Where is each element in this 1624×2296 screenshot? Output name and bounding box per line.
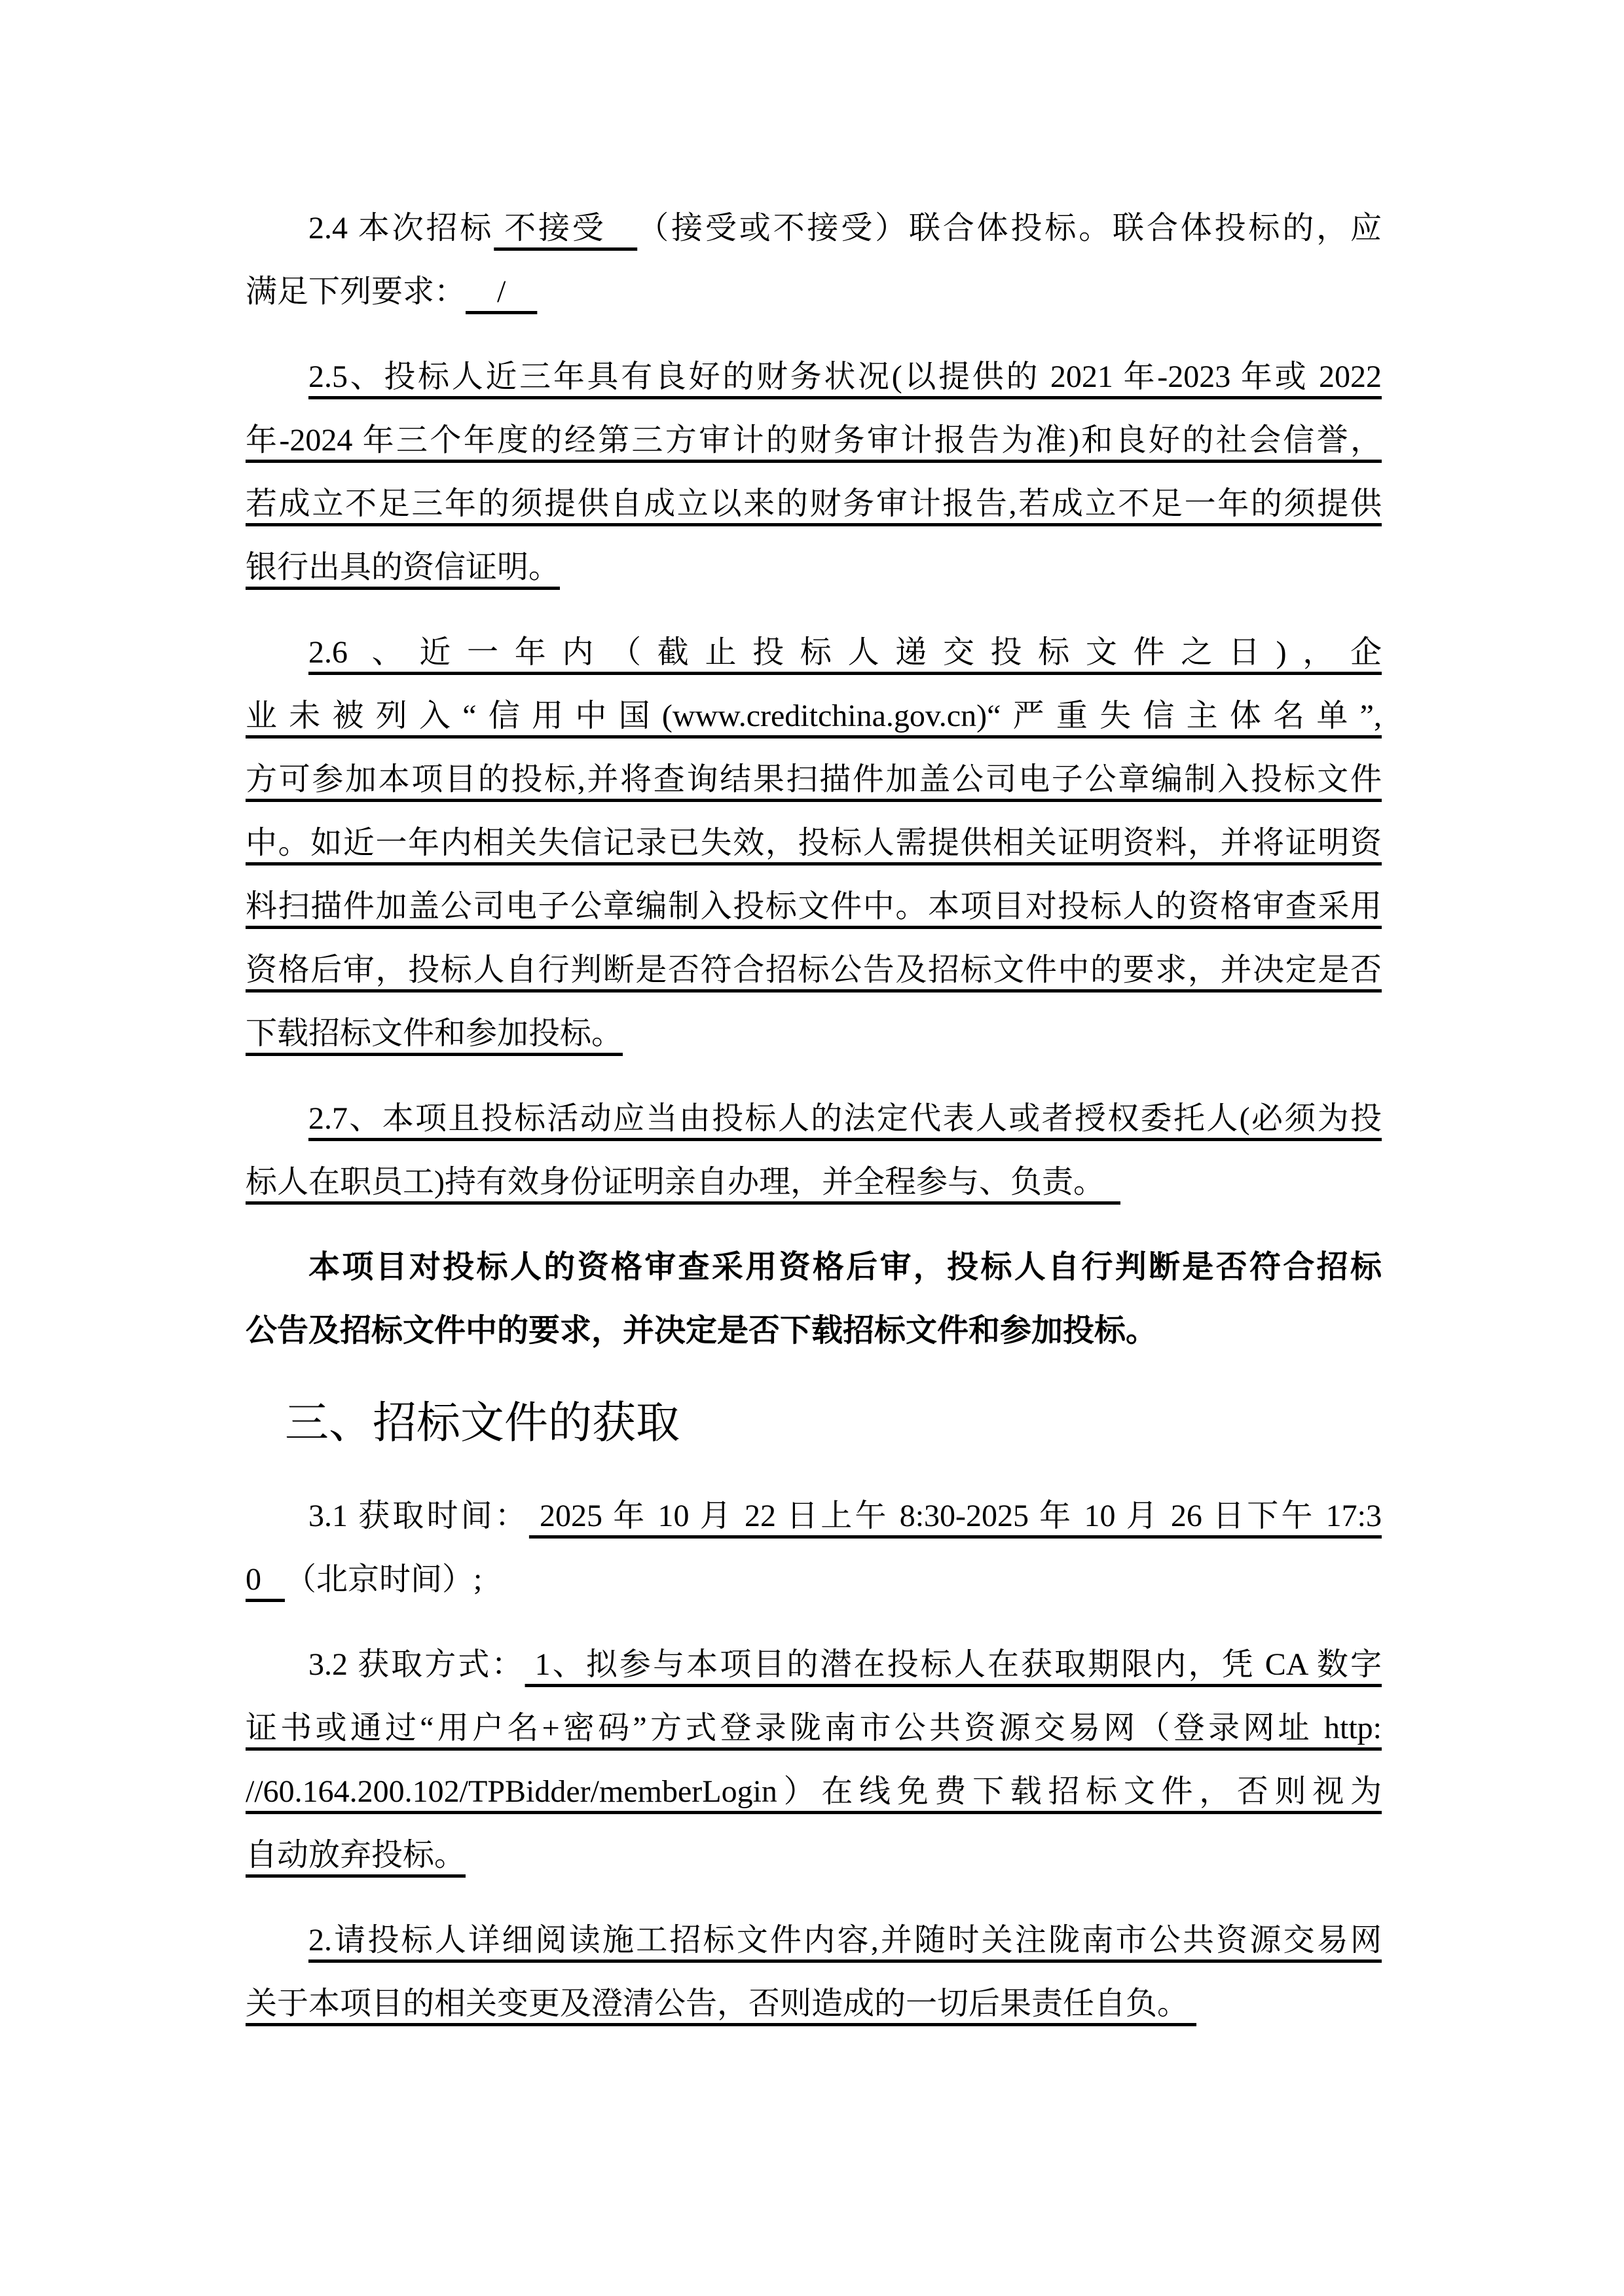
text-segment: 3.2 获取方式：: [308, 1647, 525, 1682]
text-line: [246, 1002, 1382, 1065]
text-line: [246, 1299, 1382, 1362]
underlined-text: 2025 年 10 月 22 日上午 8:30-2025 年 10 月 26 日下午 17:3: [528, 1499, 1382, 1533]
text-line: [246, 875, 1382, 938]
underlined-text: 业未被列入“信用中国(www.creditchina.gov.cn)“严重失信主体名单”,: [246, 699, 1382, 733]
text-segment: （接受或不接受）联合体投标。联合体投标的，应: [637, 211, 1382, 246]
clause-3-2-acquisition-method: [246, 1633, 1382, 1887]
underlined-text: 银行出具的资信证明。: [246, 550, 561, 585]
underlined-text: 标人在职员工)持有效身份证明亲自办理，并全程参与、负责。: [246, 1165, 1120, 1199]
text-line: [246, 1150, 1382, 1214]
text-segment: （北京时间）;: [285, 1562, 483, 1597]
underlined-text: 若成立不足三年的须提供自成立以来的财务审计报告,若成立不足一年的须提供: [246, 486, 1382, 521]
underlined-text: 2.6 、近一年内（截止投标人递交投标文件之日)，企: [308, 635, 1382, 670]
text-line: [246, 748, 1382, 811]
text-line: [246, 1760, 1382, 1823]
underlined-text: 2.7、本项且投标活动应当由投标人的法定代表人或者授权委托人(必须为投: [308, 1101, 1382, 1136]
clause-2-7-legal-representative: [246, 1087, 1382, 1214]
underlined-text: /: [466, 274, 538, 309]
underlined-text: 中。如近一年内相关失信记录已失效，投标人需提供相关证明资料，并将证明资: [246, 826, 1382, 860]
underlined-text: 2.请投标人详细阅读施工招标文件内容,并随时关注陇南市公共资源交易网: [308, 1923, 1382, 1958]
underlined-text: 资格后审，投标人自行判断是否符合招标公告及招标文件中的要求，并决定是否: [246, 953, 1382, 987]
clause-2-4-joint-venture-bidding: [246, 196, 1382, 323]
text-line: [246, 345, 1382, 409]
underlined-text: 2.5、投标人近三年具有良好的财务状况(以提供的 2021 年-2023 年或 2022: [308, 359, 1382, 394]
text-line: [246, 811, 1382, 875]
text-line: [246, 1696, 1382, 1760]
underlined-text: 证书或通过“用户名+密码”方式登录陇南市公共资源交易网（登录网址 http:: [246, 1711, 1382, 1745]
text-line: [246, 1235, 1382, 1299]
text-line: [246, 409, 1382, 472]
text-segment: 公告及招标文件中的要求，并决定是否下载招标文件和参加投标。: [246, 1313, 1158, 1348]
underlined-text: 关于本项目的相关变更及澄清公告，否则造成的一切后果责任自负。: [246, 1986, 1197, 2021]
document-content: [246, 196, 1382, 2057]
clause-3-2-item-2-read-documents: [246, 1908, 1382, 2035]
text-line: [246, 1823, 1382, 1887]
text-line: [246, 260, 1382, 323]
text-line: [246, 472, 1382, 536]
text-segment: 满足下列要求：: [246, 274, 466, 309]
text-segment: 三、招标文件的获取: [285, 1399, 680, 1448]
section-3-heading: [246, 1384, 1382, 1463]
text-segment: 本项目对投标人的资格审查采用资格后审，投标人自行判断是否符合招标: [308, 1250, 1382, 1285]
underlined-text: //60.164.200.102/TPBidder/memberLogin）在线免费下载招标文件，否则视为: [246, 1774, 1382, 1809]
text-line: [246, 1384, 1382, 1463]
text-line: [246, 1548, 1382, 1611]
text-segment: 3.1 获取时间：: [308, 1499, 529, 1533]
text-line: [246, 1633, 1382, 1696]
text-line: [246, 1972, 1382, 2035]
underlined-text: 不接受: [494, 211, 638, 246]
text-line: [246, 684, 1382, 748]
text-line: [246, 1087, 1382, 1150]
underlined-text: 方可参加本项目的投标,并将查询结果扫描件加盖公司电子公章编制入投标文件: [246, 762, 1382, 797]
text-line: [246, 1908, 1382, 1972]
text-line: [246, 1484, 1382, 1548]
underlined-text: 自动放弃投标。: [246, 1838, 466, 1872]
underlined-text: 下载招标文件和参加投标。: [246, 1016, 623, 1051]
text-segment: 2.4 本次招标: [308, 211, 494, 246]
clause-2-5-financial-status: [246, 345, 1382, 599]
underlined-text: 0: [246, 1562, 285, 1597]
underlined-text: 料扫描件加盖公司电子公章编制入投标文件中。本项目对投标人的资格审查采用: [246, 889, 1382, 924]
clause-3-1-acquisition-time: [246, 1484, 1382, 1611]
text-line: [246, 536, 1382, 599]
underlined-text: 1、拟参与本项目的潜在投标人在获取期限内，凭 CA 数字: [525, 1647, 1382, 1682]
qualification-post-review-notice: [246, 1235, 1382, 1362]
text-line: [246, 621, 1382, 684]
underlined-text: 年-2024 年三个年度的经第三方审计的财务审计报告为准)和良好的社会信誉，: [246, 423, 1382, 458]
clause-2-6-credit-china-check: [246, 621, 1382, 1065]
text-line: [246, 938, 1382, 1002]
text-line: [246, 196, 1382, 260]
